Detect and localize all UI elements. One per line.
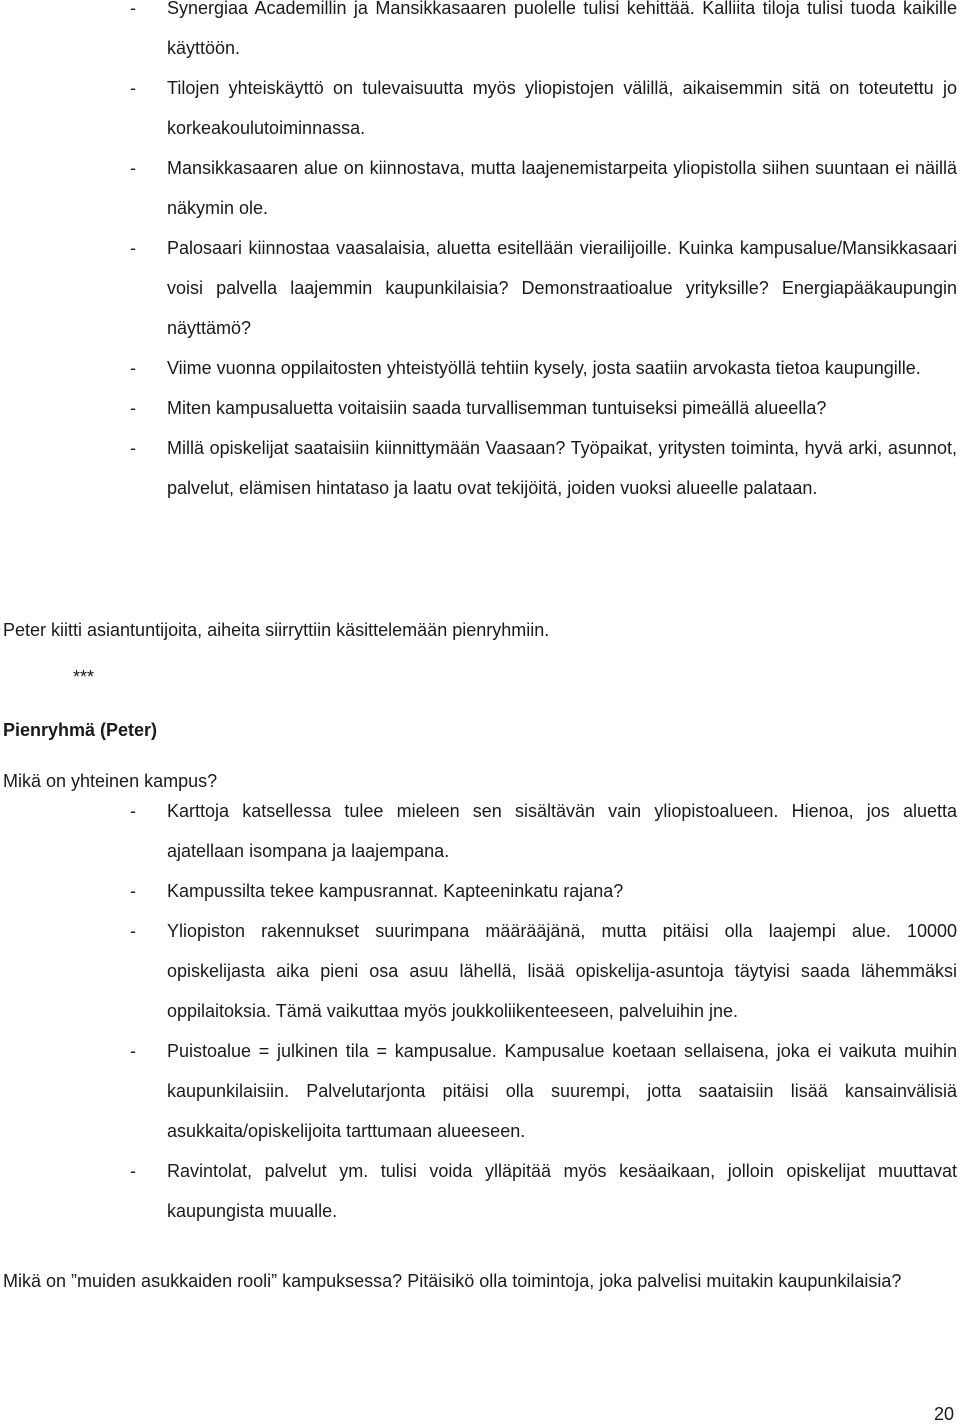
list-item xyxy=(0,791,960,871)
list-item-text: Viime vuonna oppilaitosten yhteistyöllä tehtiin kysely, josta saatiin arvokasta tietoa kaupungille. xyxy=(167,358,921,378)
dash-marker: - xyxy=(130,1161,136,1181)
list-item-text: Puistoalue = julkinen tila = kampusalue. Kampusalue koetaan sellaisena, joka ei vaikuta muihin kaupunkilaisiin. Palvelutarjonta pitäisi olla suurempi, jotta saataisiin lisää kansainvälisiä asukkaita/opiskelijoita tarttumaan alueeseen. xyxy=(167,1041,957,1141)
dash-marker: - xyxy=(130,881,136,901)
dash-marker: - xyxy=(130,158,136,178)
list-item-text: Tilojen yhteiskäyttö on tulevaisuutta myös yliopistojen välillä, aikaisemmin sitä on toteutettu jo korkeakoulutoiminnassa. xyxy=(167,78,957,138)
list-item-text: Synergiaa Academillin ja Mansikkasaaren puolelle tulisi kehittää. Kalliita tiloja tulisi tuoda kaikille käyttöön. xyxy=(167,0,957,58)
dash-marker: - xyxy=(130,238,136,258)
dash-marker: - xyxy=(130,0,136,18)
dash-marker: - xyxy=(130,78,136,98)
dash-marker: - xyxy=(130,358,136,378)
list-item xyxy=(0,911,960,1031)
list-item xyxy=(0,428,960,508)
dash-marker: - xyxy=(130,801,136,821)
list-item xyxy=(0,348,960,388)
bullet-list-bottom xyxy=(0,791,960,1231)
list-item-text: Ravintolat, palvelut ym. tulisi voida ylläpitää myös kesäaikaan, jolloin opiskelijat muuttavat kaupungista muualle. xyxy=(167,1161,957,1221)
list-item xyxy=(0,388,960,428)
section-separator: *** xyxy=(73,667,95,687)
list-item xyxy=(0,871,960,911)
group-heading: Pienryhmä (Peter) xyxy=(3,720,158,740)
list-item-text: Kampussilta tekee kampusrannat. Kapteeninkatu rajana? xyxy=(167,881,624,901)
list-item-text: Karttoja katsellessa tulee mieleen sen sisältävän vain yliopistoalueen. Hienoa, jos aluetta ajatellaan isompana ja laajempana. xyxy=(167,801,957,861)
list-item xyxy=(0,68,960,148)
bullet-list-top xyxy=(0,0,960,508)
page-number: 20 xyxy=(933,1404,954,1424)
closing-paragraph: Peter kiitti asiantuntijoita, aiheita siirryttiin käsittelemään pienryhmiin. xyxy=(3,620,550,640)
list-item xyxy=(0,1031,960,1151)
list-item xyxy=(0,1151,960,1231)
dash-marker: - xyxy=(130,438,136,458)
list-item xyxy=(0,0,960,68)
list-item xyxy=(0,148,960,228)
dash-marker: - xyxy=(130,1041,136,1061)
list-item xyxy=(0,228,960,348)
list-item-text: Mansikkasaaren alue on kiinnostava, mutta laajenemistarpeita yliopistolla siihen suuntaan ei näillä näkymin ole. xyxy=(167,158,957,218)
list-item-text: Palosaari kiinnostaa vaasalaisia, aluetta esitellään vierailijoille. Kuinka kampusalue/Mansikkasaari voisi palvella laajemmin kaupunkilaisia? Demonstraatioalue yrityksille? Energiapääkaupungin näyttämö? xyxy=(167,238,957,338)
question-heading: Mikä on yhteinen kampus? xyxy=(3,771,218,791)
dash-marker: - xyxy=(130,921,136,941)
dash-marker: - xyxy=(130,398,136,418)
list-item-text: Miten kampusaluetta voitaisiin saada turvallisemman tuntuiseksi pimeällä alueella? xyxy=(167,398,827,418)
question-paragraph: Mikä on ”muiden asukkaiden rooli” kampuksessa? Pitäisikö olla toimintoja, joka palvelisi muitakin kaupunkilaisia? xyxy=(3,1271,902,1291)
list-item-text: Yliopiston rakennukset suurimpana määrääjänä, mutta pitäisi olla laajempi alue. 10000 opiskelijasta aika pieni osa asuu lähellä, lisää opiskelija-asuntoja täytyisi saada lähemmäksi oppilaitoksia. Tämä vaikuttaa myös joukkoliikenteeseen, palveluihin jne. xyxy=(167,921,957,1021)
list-item-text: Millä opiskelijat saataisiin kiinnittymään Vaasaan? Työpaikat, yritysten toiminta, hyvä arki, asunnot, palvelut, elämisen hintataso ja laatu ovat tekijöitä, joiden vuoksi alueelle palataan. xyxy=(167,438,957,498)
